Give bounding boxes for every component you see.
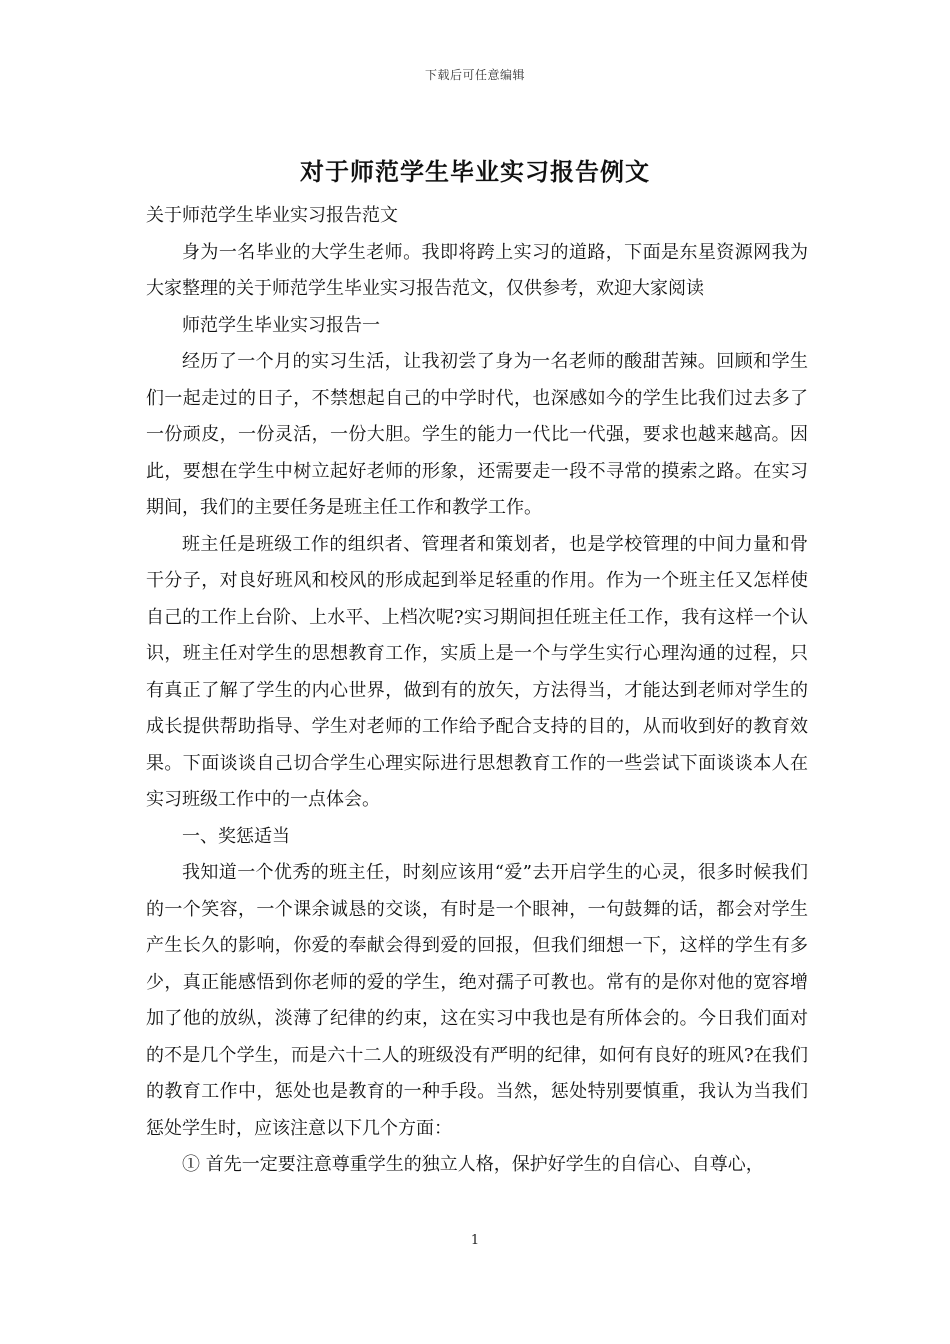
page-number: 1 [470,1233,480,1248]
document-title: 对于师范学生毕业实习报告例文 [300,157,650,186]
document-body [146,198,808,1184]
paragraph-love-and-discipline: 我知道一个优秀的班主任，时刻应该用“爱”去开启学生的心灵，很多时候我们的一个笑容，一个课余诚恳的交谈，有时是一个眼神，一句鼓舞的话，都会对学生产生长久的影响，你爱的奉献会得到爱的回报，但我们细想一下，这样的学生有多少，真正能感悟到你老师的爱的学生，绝对孺子可教也。常有的是你对他的宽容增加了他的放纵，淡薄了纪律的约束，这在实习中我也是有所体会的。今日我们面对的不是几个学生，而是六十二人的班级没有严明的纪律，如何有良好的班风?在我们的教育工作中，惩处也是教育的一种手段。当然，惩处特别要慎重，我认为当我们惩处学生时，应该注意以下几个方面： [146,862,808,1139]
section-heading-rewards-punishments: 一、奖惩适当 [182,825,290,847]
paragraph-intro: 身为一名毕业的大学生老师。我即将跨上实习的道路，下面是东星资源网我为大家整理的关于师范学生毕业实习报告范文，仅供参考，欢迎大家阅读 [146,241,808,299]
section-heading-report-one: 师范学生毕业实习报告一 [182,314,380,336]
paragraph-experience: 经历了一个月的实习生活，让我初尝了身为一名老师的酸甜苦辣。回顾和学生们一起走过的日子，不禁想起自己的中学时代，也深感如今的学生比我们过去多了一份顽皮，一份灵活，一份大胆。学生的能力一代比一代强，要求也越来越高。因此，要想在学生中树立起好老师的形象，还需要走一段不寻常的摸索之路。在实习期间，我们的主要任务是班主任工作和教学工作。 [146,351,808,518]
paragraph-head-teacher: 班主任是班级工作的组织者、管理者和策划者，也是学校管理的中间力量和骨干分子，对良好班风和校风的形成起到举足轻重的作用。作为一个班主任又怎样使自己的工作上台阶、上水平、上档次呢?实习期间担任班主任工作，我有这样一个认识，班主任对学生的思想教育工作，实质上是一个与学生实行心理沟通的过程，只有真正了解了学生的内心世界，做到有的放矢，方法得当，才能达到老师对学生的成长提供帮助指导、学生对老师的工作给予配合支持的目的，从而收到好的教育效果。下面谈谈自己切合学生心理实际进行思想教育工作的一些尝试下面谈谈本人在实习班级工作中的一点体会。 [146,533,808,810]
header-note: 下载后可任意编辑 [424,68,525,82]
paragraph-point-one: ① 首先一定要注意尊重学生的独立人格，保护好学生的自信心、自尊心， [182,1154,764,1175]
document-subtitle: 关于师范学生毕业实习报告范文 [146,205,398,226]
